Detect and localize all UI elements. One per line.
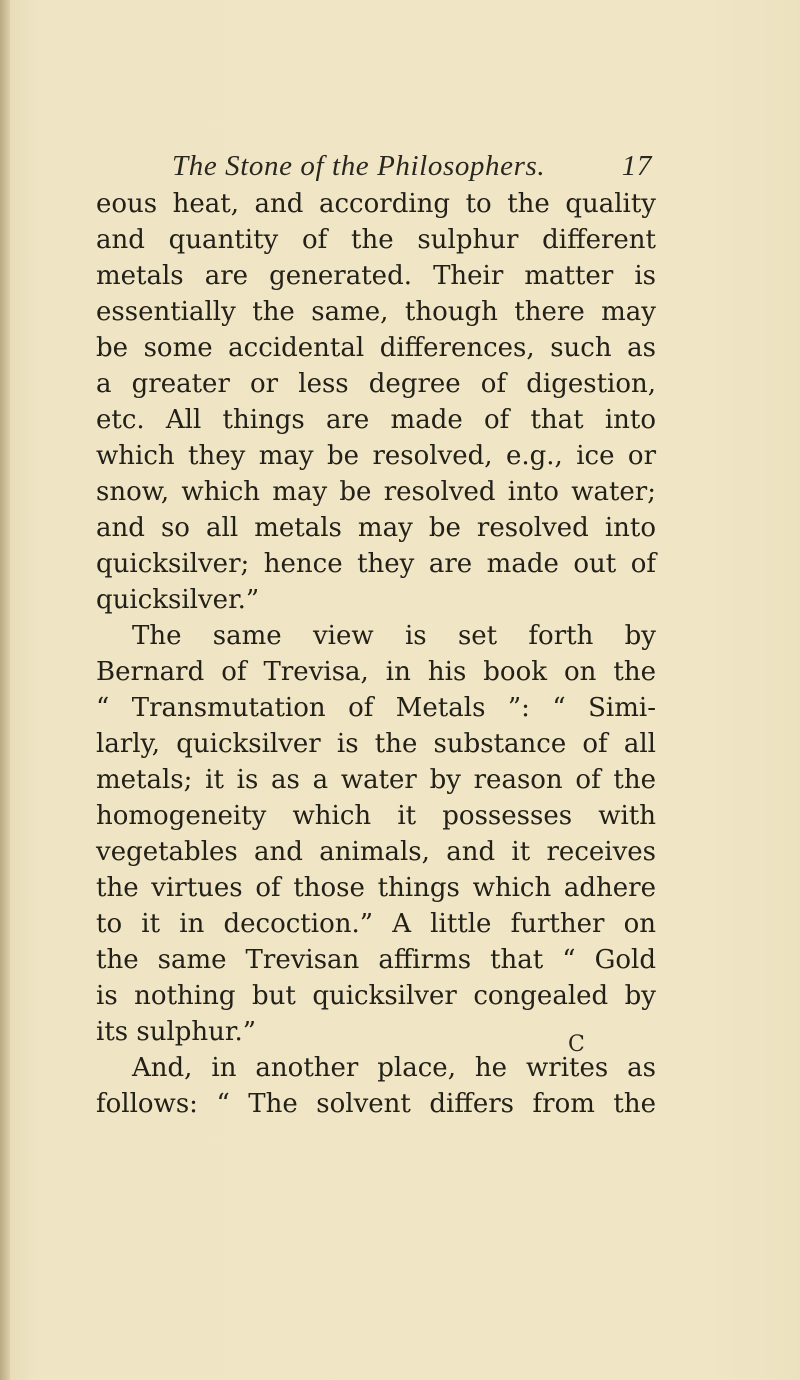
text-line: homogeneity which it possesses with [96, 801, 656, 831]
text-line: “ Transmutation of Metals ”: “ Simi- [96, 693, 656, 723]
text-line: And, in another place, he writes as [132, 1053, 656, 1083]
text-line: metals are generated. Their matter is [96, 261, 656, 291]
text-line: a greater or less degree of digestion, [96, 369, 656, 399]
text-line: snow, which may be resolved into water; [96, 477, 656, 507]
text-line: essentially the same, though there may [96, 297, 656, 327]
signature-mark: C [568, 1032, 585, 1057]
text-line: etc. All things are made of that into [96, 405, 656, 435]
text-line: the same Trevisan affirms that “ Gold [96, 945, 656, 975]
text-line: quicksilver.” [96, 585, 260, 615]
text-line: to it in decoction.” A little further on [96, 909, 656, 939]
text-line: metals; it is as a water by reason of the [96, 765, 656, 795]
body-text [96, 186, 656, 1122]
text-line: and so all metals may be resolved into [96, 513, 656, 543]
page-binding-edge [0, 0, 10, 1380]
text-line: Bernard of Trevisa, in his book on the [96, 657, 656, 687]
text-line: follows: “ The solvent differs from the [96, 1089, 656, 1119]
text-line: quicksilver; hence they are made out of [96, 549, 656, 579]
text-line: larly, quicksilver is the substance of all [96, 729, 656, 759]
text-line: The same view is set forth by [132, 621, 656, 651]
text-line: eous heat, and according to the quality [96, 189, 656, 219]
text-line: vegetables and animals, and it receives [96, 837, 656, 867]
running-header [172, 150, 652, 190]
text-line: which they may be resolved, e.g., ice or [96, 441, 656, 471]
text-line: the virtues of those things which adhere [96, 873, 656, 903]
text-line: be some accidental differences, such as [96, 333, 656, 363]
page-number: 17 [621, 150, 652, 182]
text-line: its sulphur.” [96, 1017, 257, 1047]
text-line: and quantity of the sulphur different [96, 225, 656, 255]
running-title: The Stone of the Philosophers. [172, 150, 546, 182]
text-line: is nothing but quicksilver congealed by [96, 981, 656, 1011]
